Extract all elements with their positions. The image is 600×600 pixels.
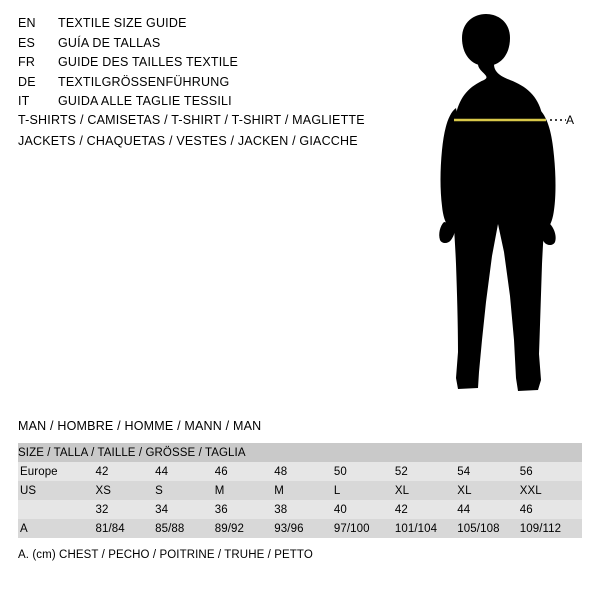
row-label: A: [20, 522, 28, 535]
size-table: [18, 443, 582, 538]
cell: S: [155, 484, 163, 497]
language-code: IT: [18, 94, 30, 108]
cell: 42: [394, 503, 408, 516]
cell: XL: [457, 484, 472, 497]
table-row: [18, 481, 582, 500]
cell: M: [214, 484, 225, 497]
cell: 46: [214, 465, 228, 478]
cell: 32: [95, 503, 109, 516]
cell: 40: [333, 503, 347, 516]
cell: XL: [394, 484, 410, 497]
language-row: [18, 14, 378, 34]
language-code: DE: [18, 74, 36, 89]
cell: 101/104: [394, 522, 438, 535]
measure-label-a: A: [566, 113, 575, 127]
cell: 52: [394, 465, 408, 478]
language-title: GUÍA DE TALLAS: [58, 35, 161, 50]
cell: 46: [519, 503, 533, 516]
cell: 50: [333, 465, 347, 478]
language-title: GUIDE DES TAILLES TEXTILE: [58, 55, 239, 69]
category-jackets: JACKETS / CHAQUETAS / VESTES / JACKEN / GIACCHE: [18, 134, 358, 148]
cell: 81/84: [95, 522, 125, 535]
cell: M: [274, 484, 284, 497]
row-label: US: [20, 484, 37, 497]
cell: L: [333, 484, 341, 497]
language-row: [18, 73, 378, 93]
row-label: Europe: [20, 465, 58, 478]
table-header-row: [18, 443, 582, 462]
cell: 38: [274, 503, 288, 516]
table-section-title: MAN / HOMBRE / HOMME / MANN / MAN: [18, 419, 262, 433]
language-code: EN: [18, 16, 36, 30]
table-footnote: A. (cm) CHEST / PECHO / POITRINE / TRUHE / PETTO: [18, 549, 313, 561]
language-title: TEXTILGRÖSSENFÜHRUNG: [58, 74, 230, 89]
cell: 105/108: [457, 522, 500, 535]
cell: 109/112: [519, 522, 562, 535]
language-row: [18, 92, 378, 112]
male-silhouette-figure: [400, 10, 600, 410]
cell: 42: [95, 465, 109, 478]
cell: 97/100: [333, 522, 370, 535]
cell: XXL: [519, 484, 542, 497]
cell: 89/92: [214, 522, 244, 535]
table-row: [18, 462, 582, 481]
cell: 54: [457, 465, 471, 478]
category-tshirts: T-SHIRTS / CAMISETAS / T-SHIRT / T-SHIRT / MAGLIETTE: [18, 113, 365, 127]
cell: 36: [214, 503, 228, 516]
table-header-label: SIZE / TALLA / TAILLE / GRÖSSE / TAGLIA: [18, 446, 246, 459]
category-list: [18, 110, 418, 152]
cell: 85/88: [155, 522, 185, 535]
cell: 93/96: [274, 522, 304, 535]
language-row: [18, 53, 378, 73]
table-row: [18, 519, 582, 538]
language-list: [18, 14, 378, 112]
cell: 48: [274, 465, 288, 478]
language-code: FR: [18, 55, 36, 69]
table-row: [18, 500, 582, 519]
language-row: [18, 34, 378, 54]
row-label: [18, 500, 96, 519]
cell: 34: [155, 503, 169, 516]
language-title: GUIDA ALLE TAGLIE TESSILI: [58, 94, 232, 108]
silhouette-icon: [400, 10, 600, 410]
language-title: TEXTILE SIZE GUIDE: [58, 16, 187, 30]
size-table-wrapper: [18, 443, 582, 538]
cell: XS: [95, 484, 112, 497]
cell: 44: [155, 465, 169, 478]
cell: 44: [457, 503, 471, 516]
language-code: ES: [18, 35, 36, 50]
cell: 56: [519, 465, 533, 478]
